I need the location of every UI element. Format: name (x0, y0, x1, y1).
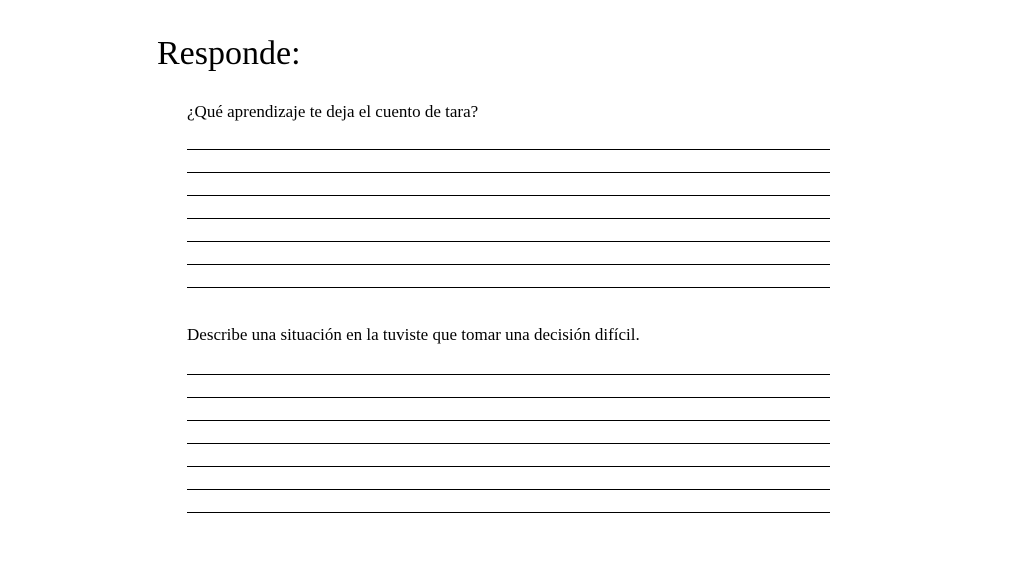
answer-line[interactable] (187, 466, 830, 467)
answer-line[interactable] (187, 172, 830, 173)
answer-line[interactable] (187, 218, 830, 219)
answer-line[interactable] (187, 397, 830, 398)
answer-line[interactable] (187, 489, 830, 490)
answer-line[interactable] (187, 195, 830, 196)
question-1-text: ¿Qué aprendizaje te deja el cuento de tara? (187, 102, 479, 121)
answer-line[interactable] (187, 241, 830, 242)
page-title: Responde: (157, 35, 301, 72)
answer-line[interactable] (187, 374, 830, 375)
answer-line[interactable] (187, 443, 830, 444)
question-2-text: Describe una situación en la tuviste que tomar una decisión difícil. (187, 325, 640, 344)
answer-line[interactable] (187, 287, 830, 288)
answer-line[interactable] (187, 512, 830, 513)
answer-line[interactable] (187, 420, 830, 421)
answer-line[interactable] (187, 149, 830, 150)
answer-line[interactable] (187, 264, 830, 265)
